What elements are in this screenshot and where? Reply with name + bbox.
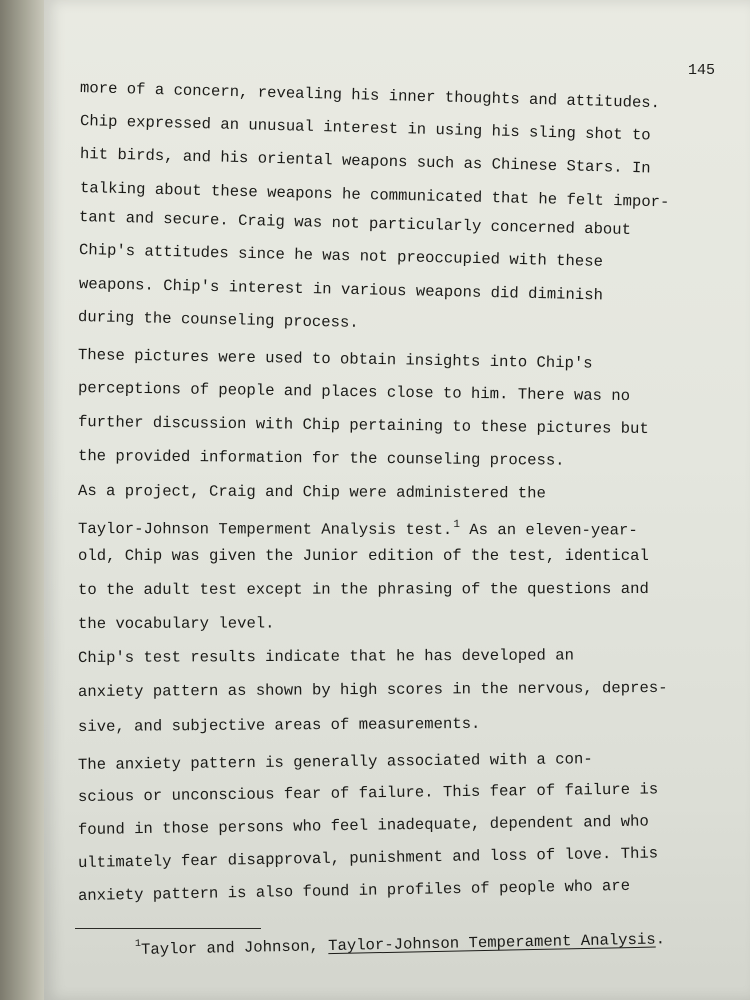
body-line-continuation: As an eleven-year- bbox=[459, 520, 638, 540]
body-line: the vocabulary level. bbox=[77, 614, 275, 633]
body-line: sive, and subjective areas of measurements. bbox=[77, 714, 481, 736]
body-line-text: Taylor-Johnson Temperment Analysis test. bbox=[77, 520, 453, 539]
footnote-separator bbox=[75, 928, 261, 929]
body-line: the provided information for the counseling process. bbox=[77, 447, 565, 470]
body-line: hit birds, and his oriental weapons such as Chinese Stars. In bbox=[79, 145, 651, 178]
footnote-marker: 1 bbox=[134, 938, 142, 950]
body-line: to the adult test except in the phrasing of the questions and bbox=[77, 580, 649, 599]
body-line: The anxiety pattern is generally associated with a con- bbox=[77, 750, 593, 774]
footnote bbox=[135, 924, 665, 960]
body-line: weapons. Chip's interest in various weapons did diminish bbox=[78, 275, 604, 305]
body-line: tant and secure. Craig was not particularly concerned about bbox=[78, 208, 632, 240]
book-spine-edge bbox=[0, 0, 44, 1000]
body-line: anxiety pattern is also found in profiles of people who are bbox=[77, 876, 631, 905]
body-line: talking about these weapons he communicated that he felt impor- bbox=[79, 179, 670, 212]
body-line: during the counseling process. bbox=[77, 308, 359, 332]
body-line: Chip expressed an unusual interest in using his sling shot to bbox=[79, 112, 651, 145]
body-line: ultimately fear disapproval, punishment and loss of love. This bbox=[77, 844, 659, 872]
footnote-authors: Taylor and Johnson, bbox=[140, 937, 329, 959]
body-line: further discussion with Chip pertaining to these pictures but bbox=[77, 413, 649, 438]
body-line: more of a concern, revealing his inner thoughts and attitudes. bbox=[79, 79, 661, 113]
body-line: Chip's attitudes since he was not preoccupied with these bbox=[78, 241, 604, 271]
body-line: scious or unconscious fear of failure. This fear of failure is bbox=[77, 780, 659, 806]
body-line: anxiety pattern as shown by high scores in the nervous, depres- bbox=[77, 678, 668, 701]
footnote-reference: 1 bbox=[453, 518, 460, 531]
book-page bbox=[44, 0, 750, 1000]
body-line: As a project, Craig and Chip were administered the bbox=[77, 482, 546, 503]
body-line: perceptions of people and places close to him. There was no bbox=[77, 379, 631, 406]
page-number: 145 bbox=[688, 62, 716, 79]
body-line: found in those persons who feel inadequate, dependent and who bbox=[77, 812, 649, 839]
body-line: old, Chip was given the Junior edition of the test, identical bbox=[78, 547, 649, 565]
body-line: These pictures were used to obtain insights into Chip's bbox=[77, 346, 593, 373]
body-line: Chip's test results indicate that he has developed an bbox=[77, 646, 575, 667]
footnote-end: . bbox=[655, 930, 666, 949]
body-line-with-note bbox=[78, 514, 638, 540]
footnote-title: Taylor-Johnson Temperament Analysis bbox=[328, 930, 656, 956]
